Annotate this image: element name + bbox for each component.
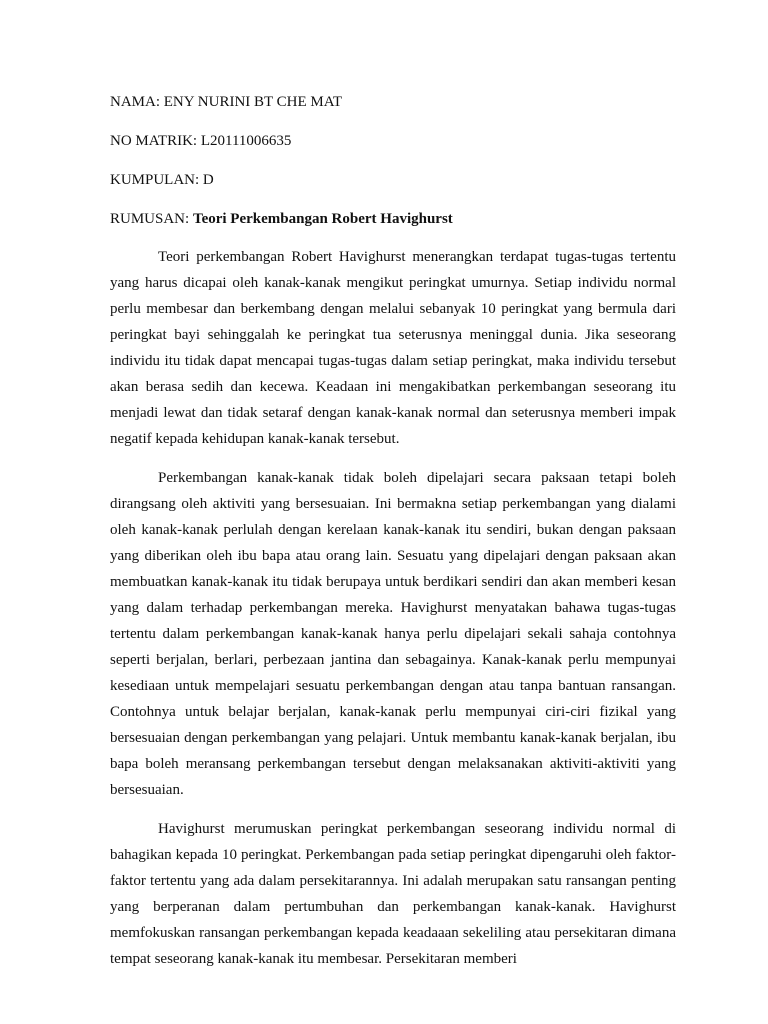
matric-number-line: NO MATRIK: L20111006635 — [110, 133, 292, 149]
paragraph-2: Perkembangan kanak-kanak tidak boleh dipelajari secara paksaan tetapi boleh dirangsang oleh aktiviti yang bersesuaian. Ini bermakna setiap perkembangan yang dialami oleh kanak-kanak perlulah dengan kerelaan kanak-kanak itu sendiri, bukan dengan paksaan yang diberikan oleh ibu bapa atau orang lain. Sesuatu yang dipelajari dengan paksaan akan membuatkan kanak-kanak itu tidak berupaya untuk berdikari sendiri dan akan memberi kesan yang dalam terhadap perkembangan mereka. Havighurst menyatakan bahawa tugas-tugas tertentu dalam perkembangan kanak-kanak hanya perlu dipelajari sekali sahaja contohnya seperti berjalan, berlari, perbezaan jantina dan sebagainya. Kanak-kanak perlu mempunyai kesediaan untuk mempelajari sesuatu perkembangan dengan atau tanpa bantuan ransangan. Contohnya untuk belajar berjalan, kanak-kanak perlu mempunyai ciri-ciri fizikal yang bersesuaian dengan perkembangan yang pelajari. Untuk membantu kanak-kanak berjalan, ibu bapa boleh meransang perkembangan tersebut dengan melaksanakan aktiviti-aktiviti yang bersesuaian. — [110, 470, 676, 798]
paragraph-3: Havighurst merumuskan peringkat perkembangan seseorang individu normal di bahagikan kepada 10 peringkat. Perkembangan pada setiap peringkat dipengaruhi oleh faktor-faktor tertentu yang ada dalam persekitarannya. Ini adalah merupakan satu ransangan penting yang berperanan dalam pertumbuhan dan perkembangan kanak-kanak. Havighurst memfokuskan ransangan perkembangan kepada keadaaan sekeliling atau persekitaran dimana tempat seseorang kanak-kanak itu membesar. Persekitaran memberi — [110, 821, 676, 967]
student-name-line: NAMA: ENY NURINI BT CHE MAT — [110, 94, 343, 110]
group-line: KUMPULAN: D — [110, 172, 214, 188]
summary-title: Teori Perkembangan Robert Havighurst — [192, 211, 453, 227]
summary-heading — [110, 209, 453, 229]
paragraph-1: Teori perkembangan Robert Havighurst menerangkan terdapat tugas-tugas tertentu yang harus dicapai oleh kanak-kanak mengikut peringkat umurnya. Setiap individu normal perlu membesar dan berkembang dengan melalui sebanyak 10 peringkat yang bermula dari peringkat bayi sehinggalah ke peringkat tua seterusnya meninggal dunia. Jika seseorang individu itu tidak dapat mencapai tugas-tugas dalam setiap peringkat, maka individu tersebut akan berasa sedih dan kecewa. Keadaan ini mengakibatkan perkembangan seseorang itu menjadi lewat dan tidak setaraf dengan kanak-kanak normal dan seterusnya memberi impak negatif kepada kehidupan kanak-kanak tersebut. — [110, 249, 676, 447]
document-body — [110, 244, 676, 985]
summary-label: RUMUSAN: — [110, 211, 193, 227]
